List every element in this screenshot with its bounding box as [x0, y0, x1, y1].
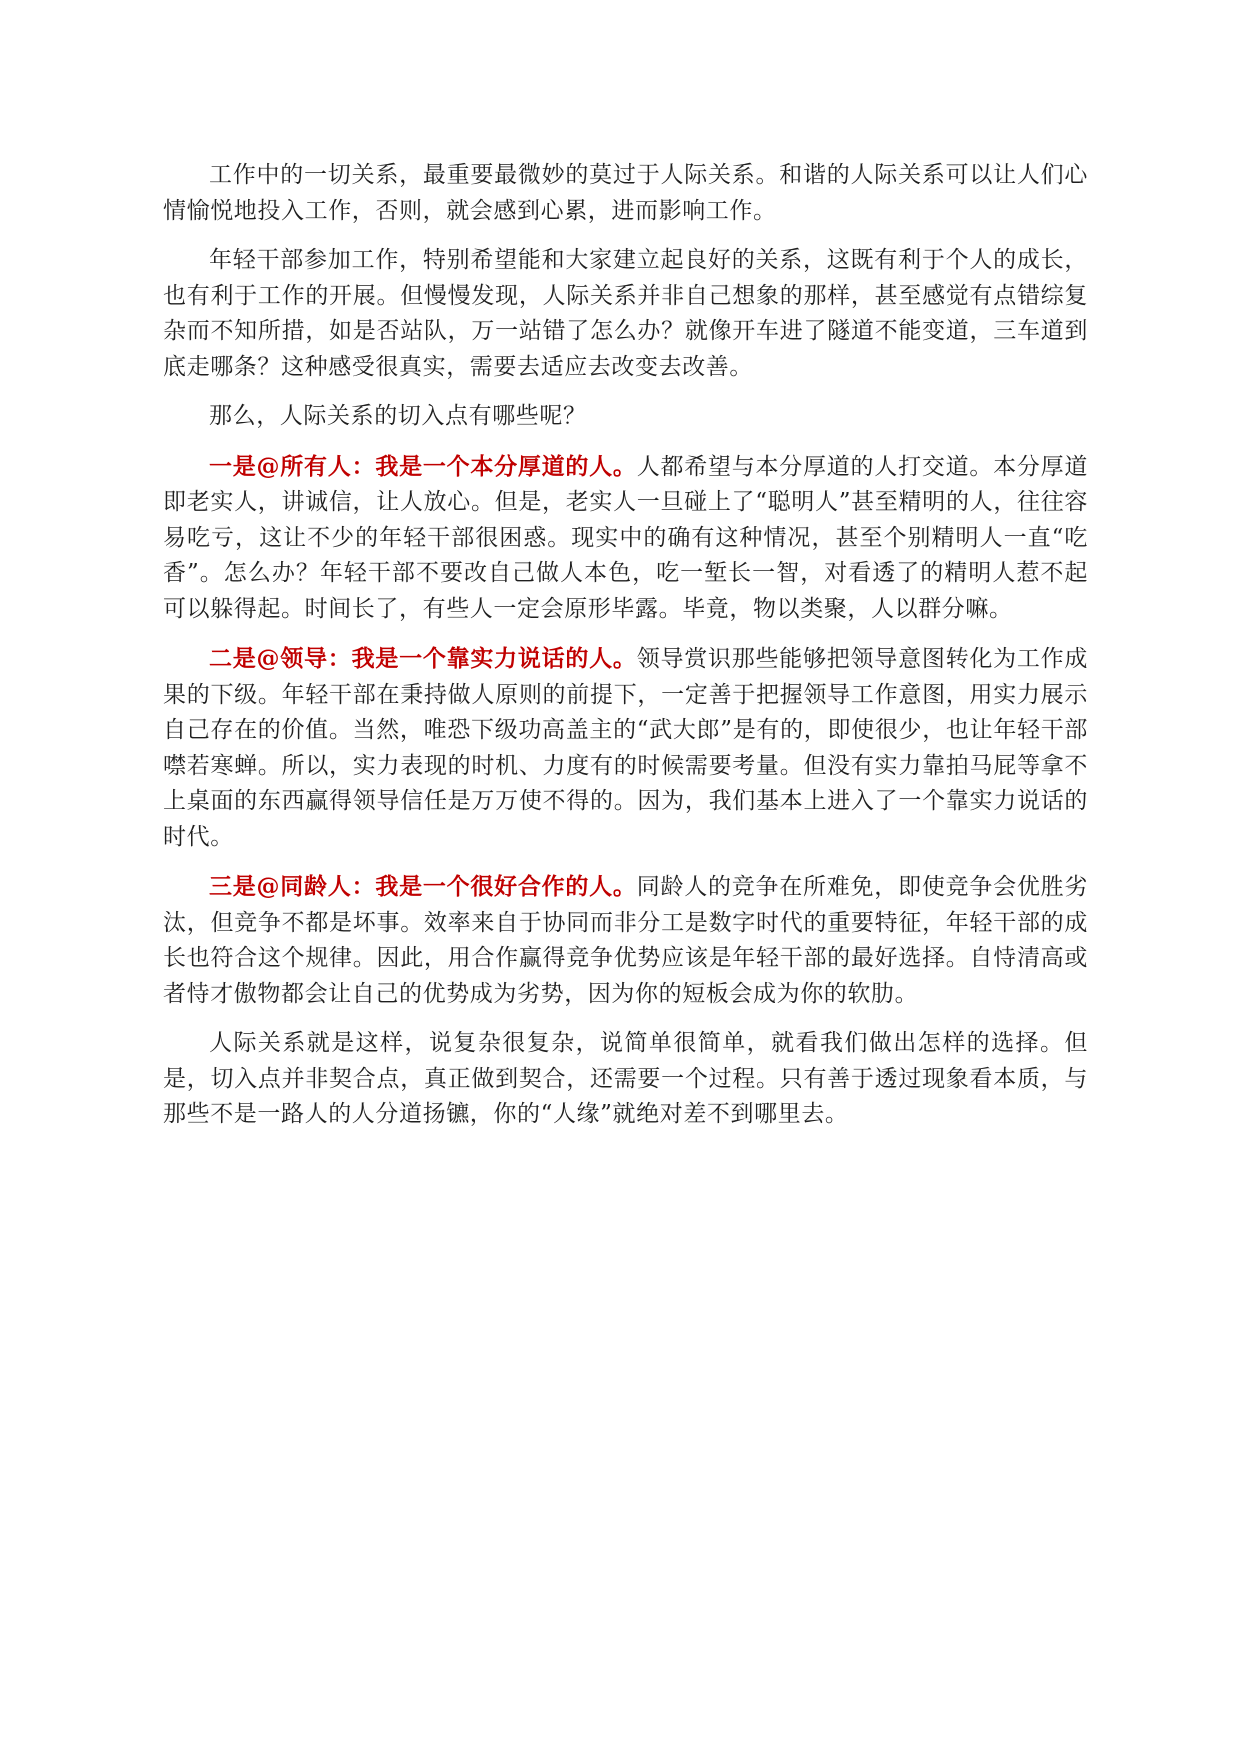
paragraph-point-three [163, 869, 1088, 1012]
paragraph-conclusion [163, 1026, 1088, 1133]
paragraph-text: 年轻干部参加工作，特别希望能和大家建立起良好的关系，这既有利于个人的成长，也有利于工作的开展。但慢慢发现，人际关系并非自己想象的那样，甚至感觉有点错综复杂而不知所措，如是否站队，万一站错了怎么办？就像开车进了隧道不能变道，三车道到底走哪条？这种感受很真实，需要去适应去改变去改善。 [163, 247, 1088, 380]
paragraph-context [163, 243, 1088, 385]
point-three-heading: 三是@同龄人：我是一个很好合作的人。 [209, 873, 637, 900]
paragraph-text: 领导赏识那些能够把领导意图转化为工作成果的下级。年轻干部在秉持做人原则的前提下，一定善于把握领导工作意图，用实力展示自己存在的价值。当然，唯恐下级功高盖主的“武大郎”是有的，即使很少，也让年轻干部噤若寒蝉。所以，实力表现的时机、力度有的时候需要考量。但没有实力靠拍马屁等拿不上桌面的东西赢得领导信任是万万使不得的。因为，我们基本上进入了一个靠实力说话的时代。 [163, 646, 1088, 850]
paragraph-point-two [163, 641, 1088, 855]
paragraph-text: 人际关系就是这样，说复杂很复杂，说简单很简单，就看我们做出怎样的选择。但是，切入点并非契合点，真正做到契合，还需要一个过程。只有善于透过现象看本质，与那些不是一路人的人分道扬镳，你的“人缘”就绝对差不到哪里去。 [163, 1030, 1088, 1127]
paragraph-text: 人都希望与本分厚道的人打交道。本分厚道即老实人，讲诚信，让人放心。但是，老实人一旦碰上了“聪明人”甚至精明的人，往往容易吃亏，这让不少的年轻干部很困惑。现实中的确有这种情况，甚至个别精明人一直“吃香”。怎么办？年轻干部不要改自己做人本色，吃一堑长一智，对看透了的精明人惹不起可以躲得起。时间长了，有些人一定会原形毕露。毕竟，物以类聚，人以群分嘛。 [163, 453, 1088, 622]
point-two-heading: 二是@领导：我是一个靠实力说话的人。 [209, 645, 637, 672]
paragraph-intro [163, 158, 1088, 229]
article-body [163, 158, 1088, 1147]
paragraph-text: 那么，人际关系的切入点有哪些呢？ [209, 403, 587, 429]
point-one-heading: 一是@所有人：我是一个本分厚道的人。 [209, 452, 637, 480]
paragraph-point-one [163, 449, 1088, 628]
paragraph-text: 同龄人的竞争在所难免，即使竞争会优胜劣汰，但竞争不都是坏事。效率来自于协同而非分工是数字时代的重要特征，年轻干部的成长也符合这个规律。因此，用合作赢得竞争优势应该是年轻干部的最好选择。自恃清高或者恃才傲物都会让自己的优势成为劣势，因为你的短板会成为你的软肋。 [163, 874, 1088, 1007]
paragraph-question [163, 399, 1088, 435]
paragraph-text: 工作中的一切关系，最重要最微妙的莫过于人际关系。和谐的人际关系可以让人们心情愉悦地投入工作，否则，就会感到心累，进而影响工作。 [163, 162, 1088, 224]
